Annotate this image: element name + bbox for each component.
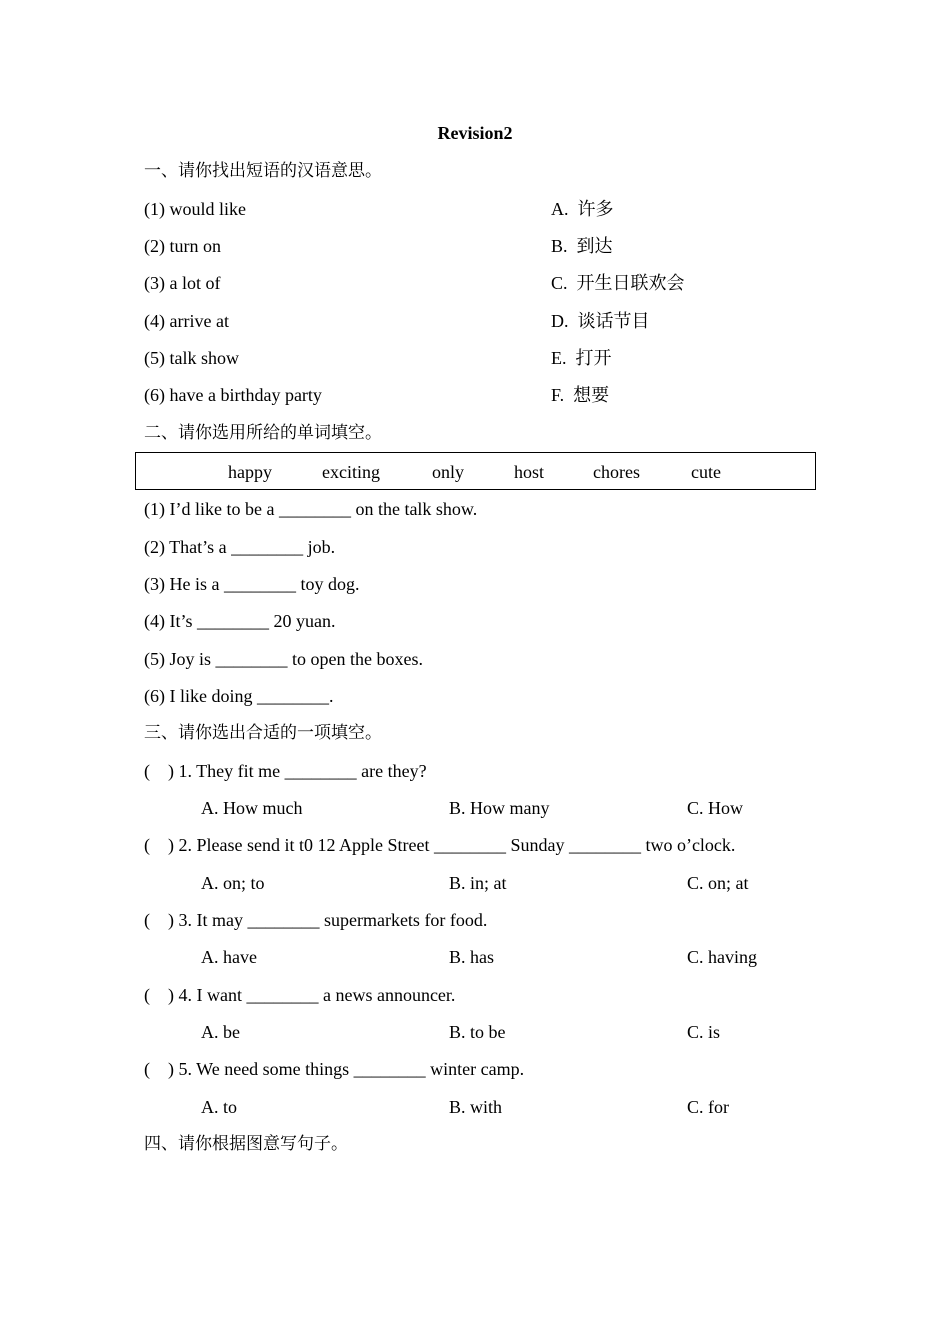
option-c: C. on; at — [687, 873, 749, 893]
option-a: A. on; to — [201, 873, 265, 893]
option-c: C. How — [687, 798, 744, 818]
fill-sentence: (6) I like doing ________. — [144, 686, 334, 706]
meaning-item: C. 开生日联欢会 — [551, 273, 685, 293]
fill-sentence: (1) I’d like to be a ________ on the talk show. — [144, 499, 478, 519]
option-b: B. in; at — [449, 873, 507, 893]
option-a: A. How much — [201, 798, 303, 818]
option-b: B. to be — [449, 1022, 506, 1042]
fill-sentence: (2) That’s a ________ job. — [144, 537, 336, 557]
meaning-item: A. 许多 — [551, 199, 614, 219]
meaning-item: D. 谈话节目 — [551, 311, 650, 331]
phrase-item: (1) would like — [144, 199, 246, 219]
phrase-item: (4) arrive at — [144, 311, 229, 331]
question-stem: ( ) 4. I want ________ a news announcer. — [144, 985, 456, 1005]
section3-heading: 三、请你选出合适的一项填空。 — [144, 723, 382, 743]
section1-heading: 一、请你找出短语的汉语意思。 — [144, 161, 382, 181]
section4-heading: 四、请你根据图意写句子。 — [144, 1134, 348, 1154]
fill-sentence: (4) It’s ________ 20 yuan. — [144, 611, 336, 631]
option-a: A. be — [201, 1022, 240, 1042]
section2-heading: 二、请你选用所给的单词填空。 — [144, 423, 382, 443]
meaning-item: E. 打开 — [551, 348, 612, 368]
word-bank-word: happy — [228, 462, 272, 482]
question-stem: ( ) 1. They fit me ________ are they? — [144, 761, 427, 781]
phrase-item: (6) have a birthday party — [144, 385, 322, 405]
word-bank-word: only — [432, 462, 465, 482]
option-b: B. has — [449, 947, 494, 967]
question-stem: ( ) 5. We need some things ________ winter camp. — [144, 1059, 525, 1079]
phrase-item: (5) talk show — [144, 348, 239, 368]
word-bank-word: cute — [691, 462, 721, 482]
word-bank-box — [135, 452, 816, 490]
phrase-item: (2) turn on — [144, 236, 221, 256]
word-bank-word: host — [514, 462, 545, 482]
question-stem: ( ) 2. Please send it t0 12 Apple Street ________ Sunday ________ two o’clock. — [144, 835, 736, 855]
option-c: C. for — [687, 1097, 729, 1117]
option-a: A. have — [201, 947, 257, 967]
option-a: A. to — [201, 1097, 237, 1117]
fill-sentence: (5) Joy is ________ to open the boxes. — [144, 649, 423, 669]
fill-sentence: (3) He is a ________ toy dog. — [144, 574, 360, 594]
meaning-item: F. 想要 — [551, 385, 610, 405]
option-c: C. is — [687, 1022, 721, 1042]
option-b: B. with — [449, 1097, 503, 1117]
word-bank-word: exciting — [322, 462, 380, 482]
option-b: B. How many — [449, 798, 550, 818]
page-title: Revision2 — [437, 123, 513, 143]
meaning-item: B. 到达 — [551, 236, 613, 256]
phrase-item: (3) a lot of — [144, 273, 221, 293]
word-bank-word: chores — [593, 462, 640, 482]
option-c: C. having — [687, 947, 757, 967]
question-stem: ( ) 3. It may ________ supermarkets for food. — [144, 910, 488, 930]
